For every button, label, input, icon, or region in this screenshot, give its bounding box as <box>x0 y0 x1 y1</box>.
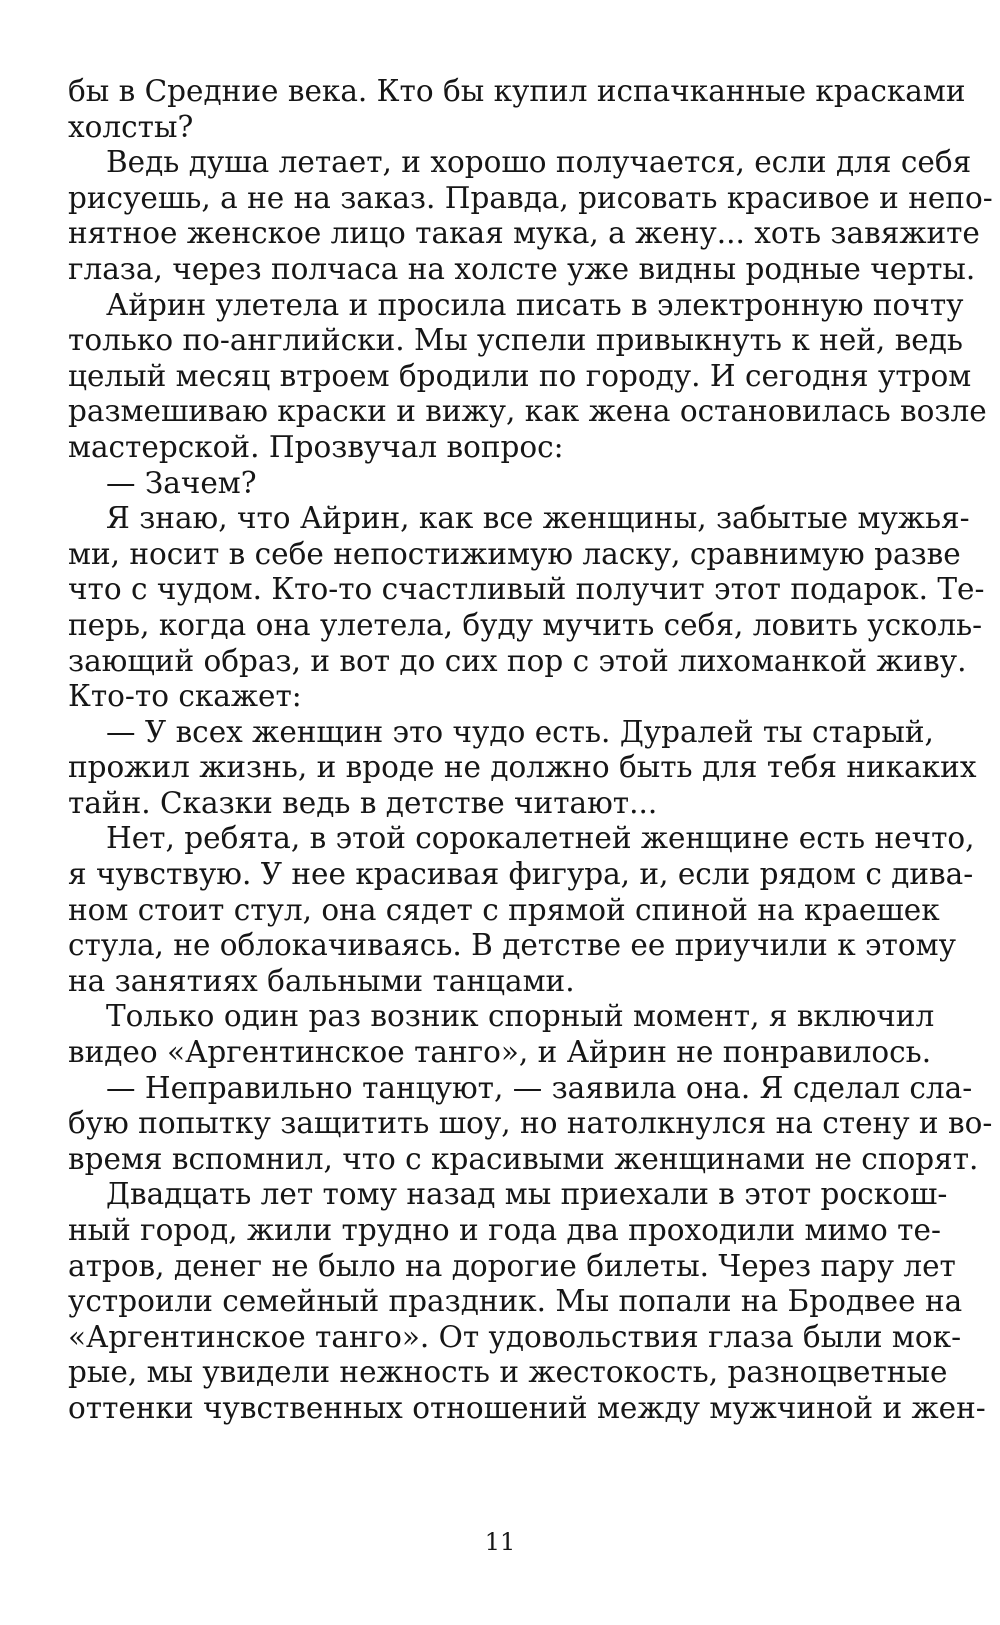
text-line: атров, денег не было на дорогие билеты. Через пару лет <box>68 1248 956 1283</box>
text-line: целый месяц втроем бродили по городу. И сегодня утром <box>68 358 972 393</box>
page-number: 11 <box>484 1528 516 1556</box>
text-line: видео «Аргентинское танго», и Айрин не понравилось. <box>68 1035 932 1070</box>
text-line: оттенки чувственных отношений между мужчиной и жен- <box>68 1390 986 1425</box>
page-body-text <box>68 74 993 1427</box>
text-line: устроили семейный праздник. Мы попали на Бродвее на <box>68 1284 963 1319</box>
text-line: рые, мы увидели нежность и жестокость, разноцветные <box>68 1355 948 1390</box>
text-line: бы в Средние века. Кто бы купил испачканные красками <box>68 74 966 108</box>
text-line: Только один раз возник спорный момент, я включил <box>106 999 935 1034</box>
text-line: Кто-то скажет: <box>68 679 302 714</box>
text-line: Айрин улетела и просила писать в электронную почту <box>106 287 964 322</box>
text-line: Ведь душа летает, и хорошо получается, если для себя <box>106 145 972 180</box>
text-line: время вспомнил, что с красивыми женщинами не спорят. <box>68 1141 979 1176</box>
text-line: ный город, жили трудно и года два проходили мимо те- <box>68 1213 941 1247</box>
text-line: мастерской. Прозвучал вопрос: <box>68 429 564 464</box>
text-line: ном стоит стул, она сядет с прямой спиной на краешек <box>68 892 940 927</box>
text-line: рисуешь, а не на заказ. Правда, рисовать красивое и непо- <box>68 180 993 215</box>
text-line: — Неправильно танцуют, — заявила она. Я сделал сла- <box>106 1070 973 1105</box>
text-line: — У всех женщин это чудо есть. Дуралей ты старый, <box>106 714 934 749</box>
text-line: на занятиях бальными танцами. <box>68 963 575 998</box>
text-line: прожил жизнь, и вроде не должно быть для тебя никаких <box>68 750 977 785</box>
text-line: холсты? <box>68 109 194 144</box>
text-line: что с чудом. Кто-то счастливый получит этот подарок. Те- <box>68 572 985 607</box>
text-line: только по-английски. Мы успели привыкнуть к ней, ведь <box>68 323 963 358</box>
text-line: я чувствую. У нее красивая фигура, и, если рядом с дива- <box>68 857 974 892</box>
text-line: перь, когда она улетела, буду мучить себя, ловить усколь- <box>68 607 983 642</box>
text-line: размешиваю краски и вижу, как жена остановилась возле <box>68 394 987 429</box>
text-line: стула, не облокачиваясь. В детстве ее приучили к этому <box>68 928 956 963</box>
text-line: ми, носит в себе непостижимую ласку, сравнимую разве <box>68 536 961 571</box>
text-line: Двадцать лет тому назад мы приехали в этот роскош- <box>106 1177 948 1212</box>
text-line: нятное женское лицо такая мука, а жену... хоть завяжите <box>68 216 980 251</box>
text-line: «Аргентинское танго». От удовольствия глаза были мок- <box>68 1319 962 1354</box>
text-line: Я знаю, что Айрин, как все женщины, забытые мужья- <box>106 501 970 536</box>
text-line: зающий образ, и вот до сих пор с этой лихоманкой живу. <box>68 643 967 678</box>
text-line: Нет, ребята, в этой сорокалетней женщине есть нечто, <box>106 821 975 856</box>
text-line: тайн. Сказки ведь в детстве читают... <box>68 785 658 820</box>
text-line: бую попытку защитить шоу, но натолкнулся на стену и во- <box>68 1106 993 1141</box>
text-line: — Зачем? <box>106 465 257 500</box>
text-line: глаза, через полчаса на холсте уже видны родные черты. <box>68 251 976 286</box>
